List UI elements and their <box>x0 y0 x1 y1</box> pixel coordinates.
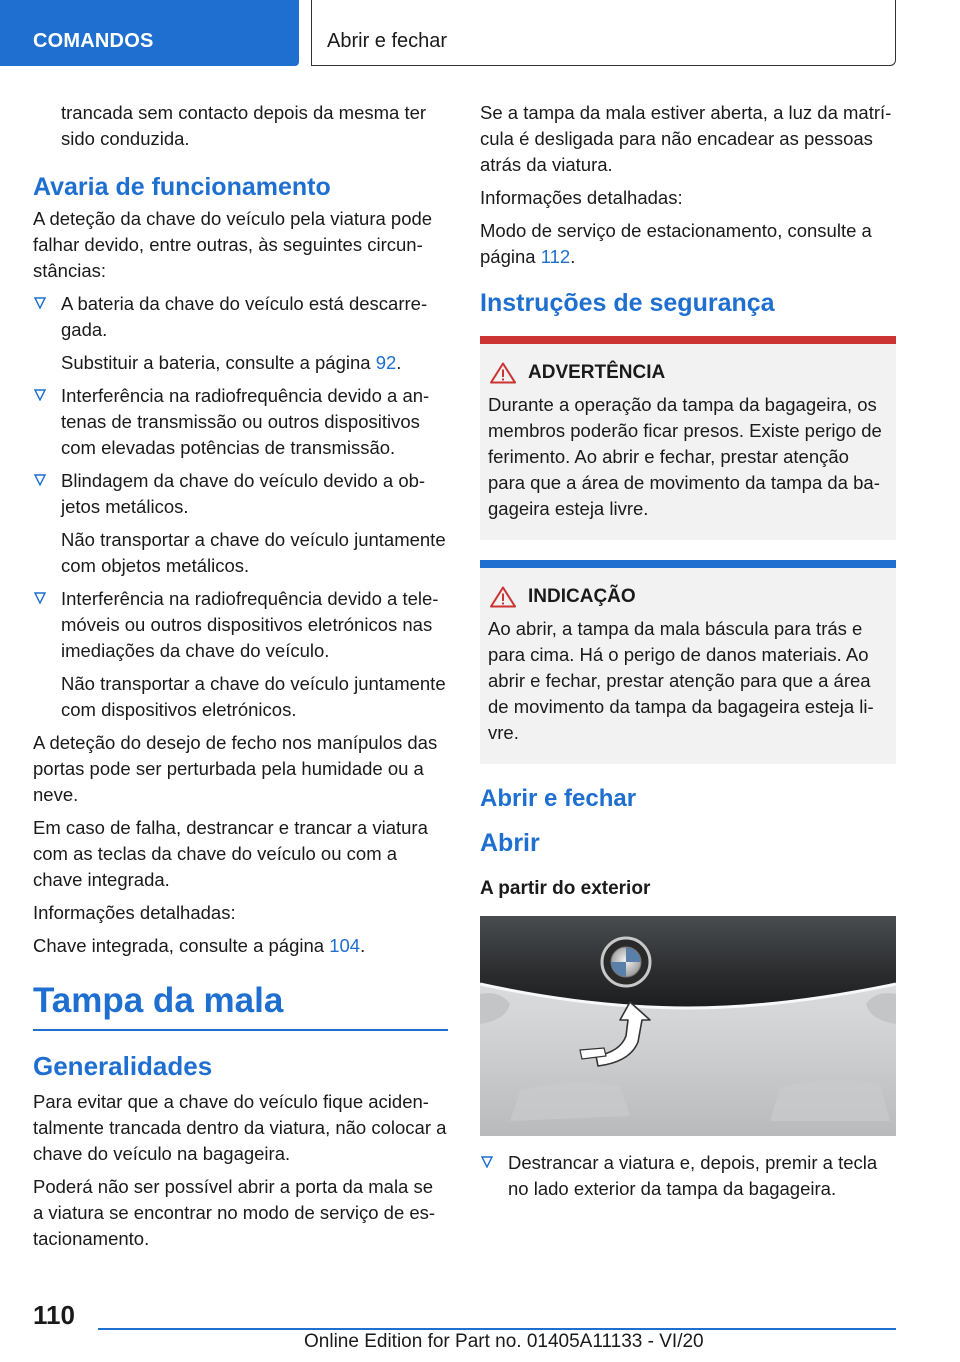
trunk-button-photo <box>480 916 896 1136</box>
trunk-heading: Tampa da mala <box>33 979 448 1031</box>
page-link-92[interactable]: 92 <box>375 352 397 373</box>
section-tab <box>0 0 299 66</box>
list-item: Interferência na radiofrequência devido a telemóveis ou outros dispositivos eletrónicos nas imediações da chave do veículo. Não transportar a chave do veículo juntamente com dispositivos eletrónicos. <box>33 586 448 723</box>
warning-triangle-icon <box>490 586 516 608</box>
outside-heading: A partir do exterior <box>480 878 651 899</box>
paragraph: Informações detalhadas: <box>33 902 236 923</box>
triangle-bullet-icon <box>34 389 46 401</box>
paragraph: Informações detalhadas: <box>480 187 683 208</box>
open-heading: Abrir <box>480 829 540 857</box>
warning-box <box>480 336 896 540</box>
triangle-bullet-icon <box>34 474 46 486</box>
right-column <box>480 100 896 1209</box>
paragraph: Chave integrada, consulte a página 104. <box>33 935 366 956</box>
list-item-sub: Não transportar a chave do veículo juntamente com dispositivos eletrónicos. <box>61 673 446 720</box>
page-link-104[interactable]: 104 <box>329 935 361 956</box>
paragraph: Para evitar que a chave do veículo fique acidentalmente trancada dentro da viatura, não colocar a chave do veículo na bagageira. <box>33 1091 447 1164</box>
page-link-112[interactable]: 112 <box>540 246 571 267</box>
list-item: A bateria da chave do veículo está descarregada. Substituir a bateria, consulte a página 92. <box>33 291 448 376</box>
list-item: Destrancar a viatura e, depois, premir a tecla no lado exterior da tampa da bagageira. <box>480 1150 896 1202</box>
chapter-tab <box>311 0 896 66</box>
list-item: Interferência na radiofrequência devido a antenas de transmissão ou outros dispositivos com elevadas potências de transmissão. <box>33 383 448 461</box>
general-heading: Generalidades <box>33 1051 213 1081</box>
malfunction-intro: A deteção da chave do veículo pela viatura pode falhar devido, entre outras, às seguintes circunstâncias: <box>33 208 433 281</box>
paragraph: Em caso de falha, destrancar e trancar a viatura com as teclas da chave do veículo ou com a chave integrada. <box>33 817 428 890</box>
paragraph: A deteção do desejo de fecho nos manípulos das portas pode ser perturbada pela humidade ou a neve. <box>33 732 438 805</box>
safety-heading: Instruções de segurança <box>480 289 775 317</box>
warning-triangle-icon <box>490 362 516 384</box>
list-item-sub: Não transportar a chave do veículo juntamente com objetos metálicos. <box>61 529 446 576</box>
notice-title: INDICAÇÃO <box>488 586 888 608</box>
triangle-bullet-icon <box>34 297 46 309</box>
left-column <box>33 100 448 1259</box>
chapter-label: Abrir e fechar <box>327 30 448 52</box>
warning-title: ADVERTÊNCIA <box>488 362 888 384</box>
triangle-bullet-icon <box>34 592 46 604</box>
footer-divider <box>98 1328 896 1330</box>
triangle-bullet-icon <box>481 1156 493 1168</box>
open-close-heading: Abrir e fechar <box>480 785 637 812</box>
malfunction-heading: Avaria de funcionamento <box>33 173 331 201</box>
edition-text: Online Edition for Part no. 01405A11133 - VI/20 <box>304 1331 704 1352</box>
paragraph: Se a tampa da mala estiver aberta, a luz da matrícula é desligada para não encadear as pessoas atrás da viatura. <box>480 102 892 175</box>
notice-box <box>480 560 896 764</box>
paragraph: Modo de serviço de estacionamento, consulte a página 112. <box>480 220 872 267</box>
list-item: Blindagem da chave do veículo devido a objetos metálicos. Não transportar a chave do veículo juntamente com objetos metálicos. <box>33 468 448 579</box>
page-number: 110 <box>33 1300 75 1330</box>
section-label: COMANDOS <box>33 30 154 52</box>
continued-text: trancada sem contacto depois da mesma ter sido conduzida. <box>61 102 427 149</box>
warning-text: Durante a operação da tampa da bagageira, os membros poderão ficar presos. Existe perigo de ferimento. Ao abrir e fechar, prestar atenção para que a área de movimento da tampa da bagageira esteja livre. <box>488 394 882 519</box>
list-item-sub: Substituir a bateria, consulte a página 92. <box>61 352 402 373</box>
notice-text: Ao abrir, a tampa da mala báscula para trás e para cima. Há o perigo de danos materiais. Ao abrir e fechar, prestar atenção para que a área de movimento da tampa da bagageira esteja livre. <box>488 618 874 743</box>
paragraph: Poderá não ser possível abrir a porta da mala se a viatura se encontrar no modo de serviço de estacionamento. <box>33 1176 436 1249</box>
